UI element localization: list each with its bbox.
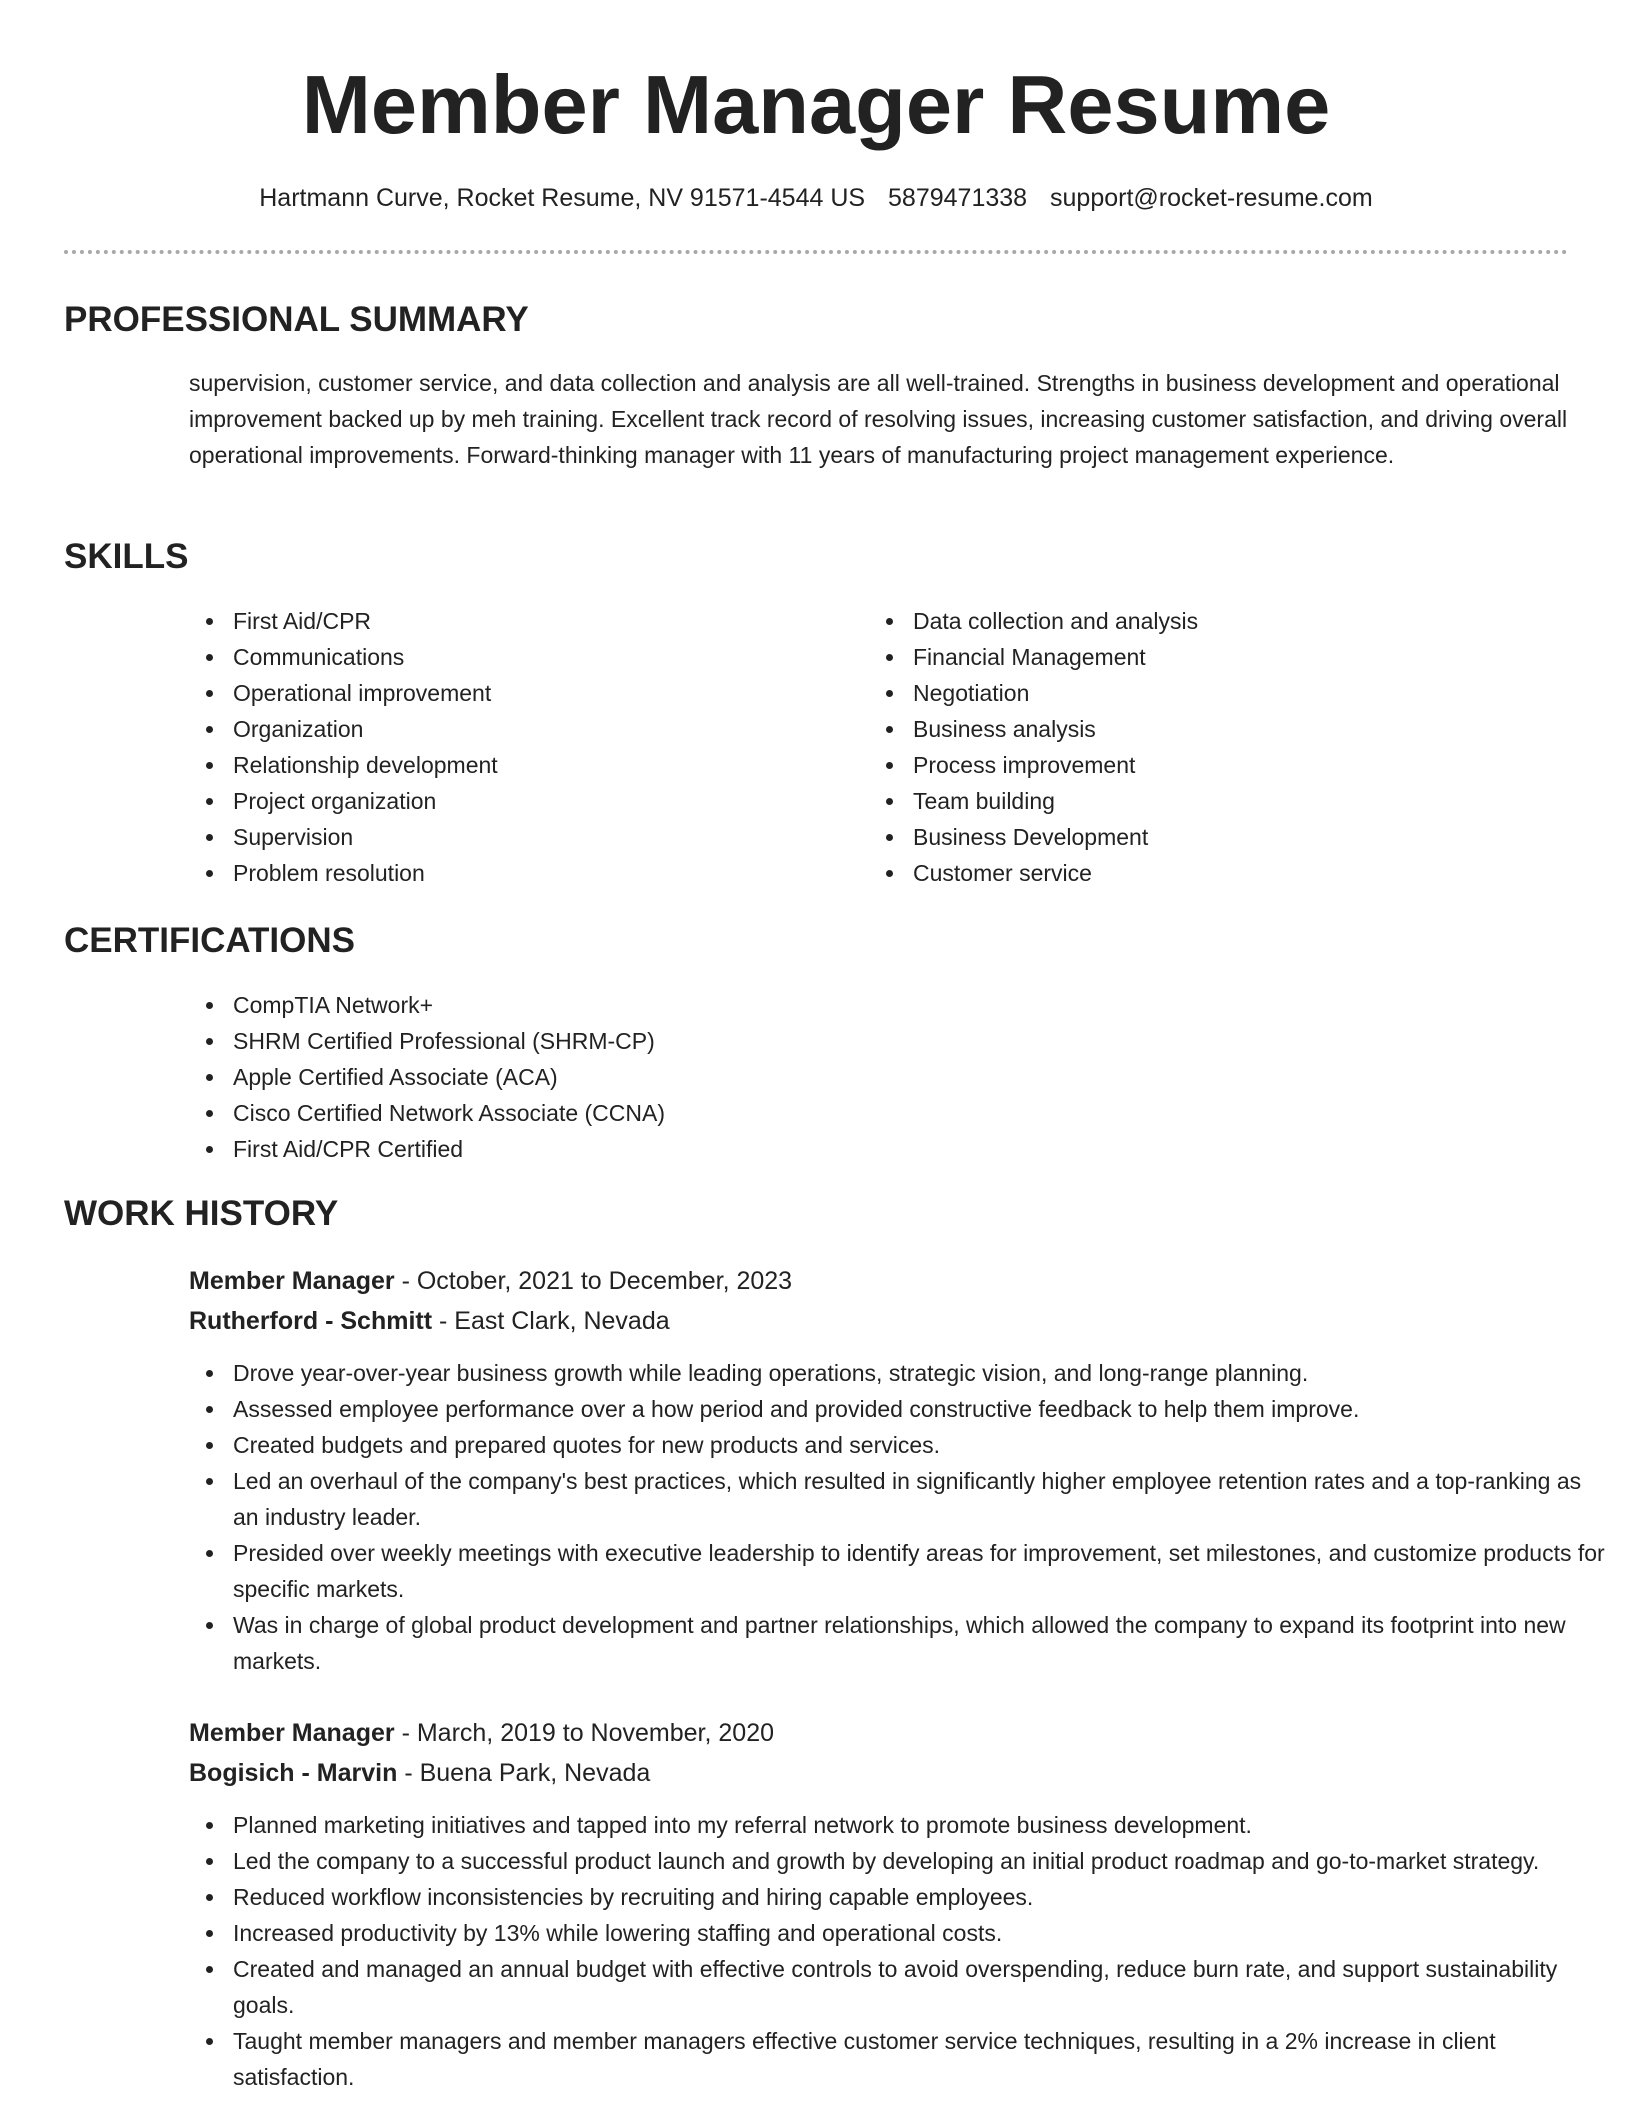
job-bullet: Presided over weekly meetings with executive leadership to identify areas for improvement, set milestones, and customize products for specific markets.: [233, 1535, 1613, 1607]
skills-heading: SKILLS: [64, 537, 189, 576]
certification-item: Apple Certified Associate (ACA): [233, 1059, 1533, 1095]
certifications-heading: CERTIFICATIONS: [64, 921, 356, 960]
job-bullet: Planned marketing initiatives and tapped into my referral network to promote business development.: [233, 1807, 1613, 1843]
skill-item: First Aid/CPR: [233, 603, 853, 639]
job-bullets: [189, 1807, 1613, 2095]
job-company: Rutherford - Schmitt: [189, 1307, 433, 1335]
skill-item: Problem resolution: [233, 855, 853, 891]
skill-item: Process improvement: [913, 747, 1533, 783]
skill-item: Organization: [233, 711, 853, 747]
job-bullet: Created budgets and prepared quotes for new products and services.: [233, 1427, 1613, 1463]
certification-item: First Aid/CPR Certified: [233, 1131, 1533, 1167]
job-title-line: [189, 1713, 774, 1753]
skill-item: Operational improvement: [233, 675, 853, 711]
job-location: - East Clark, Nevada: [432, 1307, 670, 1335]
skills-list-right: [869, 603, 1533, 891]
job-company-line: [189, 1301, 670, 1341]
contact-email: support@rocket-resume.com: [1050, 184, 1373, 212]
skill-item: Business Development: [913, 819, 1533, 855]
job-bullet: Taught member managers and member managers effective customer service techniques, resulting in a 2% increase in client satisfaction.: [233, 2023, 1613, 2095]
job-bullet: Led an overhaul of the company's best practices, which resulted in significantly higher employee retention rates and a top-ranking as an industry leader.: [233, 1463, 1613, 1535]
resume-title: Member Manager Resume: [301, 58, 1331, 151]
job-title: Member Manager: [189, 1267, 395, 1295]
skill-item: Financial Management: [913, 639, 1533, 675]
job-bullet: Assessed employee performance over a how period and provided constructive feedback to help them improve.: [233, 1391, 1613, 1427]
job-title: Member Manager: [189, 1719, 395, 1747]
skill-item: Project organization: [233, 783, 853, 819]
job-bullet: Reduced workflow inconsistencies by recruiting and hiring capable employees.: [233, 1879, 1613, 1915]
job-title-line: [189, 1261, 792, 1301]
certification-item: Cisco Certified Network Associate (CCNA): [233, 1095, 1533, 1131]
skill-item: Negotiation: [913, 675, 1533, 711]
skill-item: Business analysis: [913, 711, 1533, 747]
summary-text: supervision, customer service, and data collection and analysis are all well-trained. Strengths in business development and operational improvement backed up by meh training. Excellent track record of resolving issues, increasing customer satisfaction, and driving overall operational improvements. Forward-thinking manager with 11 years of manufacturing project management experience.: [189, 370, 1568, 468]
contact-phone: 5879471338: [888, 184, 1028, 212]
header-divider: [64, 250, 1568, 254]
certification-item: SHRM Certified Professional (SHRM-CP): [233, 1023, 1533, 1059]
job-dates: - October, 2021 to December, 2023: [394, 1267, 793, 1295]
job-bullet: Was in charge of global product development and partner relationships, which allowed the company to expand its footprint into new markets.: [233, 1607, 1613, 1679]
job-dates: - March, 2019 to November, 2020: [394, 1719, 774, 1747]
contact-line: [0, 180, 1632, 216]
job-company: Bogisich - Marvin: [189, 1759, 398, 1787]
job-bullet: Created and managed an annual budget with effective controls to avoid overspending, reduce burn rate, and support sustainability goals.: [233, 1951, 1613, 2023]
skill-item: Team building: [913, 783, 1533, 819]
skill-item: Supervision: [233, 819, 853, 855]
contact-address: Hartmann Curve, Rocket Resume, NV 91571-4544 US: [259, 184, 866, 212]
job-bullet: Led the company to a successful product launch and growth by developing an initial product roadmap and go-to-market strategy.: [233, 1843, 1613, 1879]
certifications-list: [189, 987, 1533, 1167]
job-company-line: [189, 1753, 650, 1793]
job-location: - Buena Park, Nevada: [397, 1759, 651, 1787]
job-bullets: [189, 1355, 1613, 1679]
job-bullet: Drove year-over-year business growth while leading operations, strategic vision, and long-range planning.: [233, 1355, 1613, 1391]
skill-item: Data collection and analysis: [913, 603, 1533, 639]
skill-item: Customer service: [913, 855, 1533, 891]
skills-list-left: [189, 603, 853, 891]
certification-item: CompTIA Network+: [233, 987, 1533, 1023]
skill-item: Communications: [233, 639, 853, 675]
job-bullet: Increased productivity by 13% while lowering staffing and operational costs.: [233, 1915, 1613, 1951]
skill-item: Relationship development: [233, 747, 853, 783]
summary-heading: PROFESSIONAL SUMMARY: [64, 300, 529, 339]
work-history-heading: WORK HISTORY: [64, 1194, 339, 1233]
